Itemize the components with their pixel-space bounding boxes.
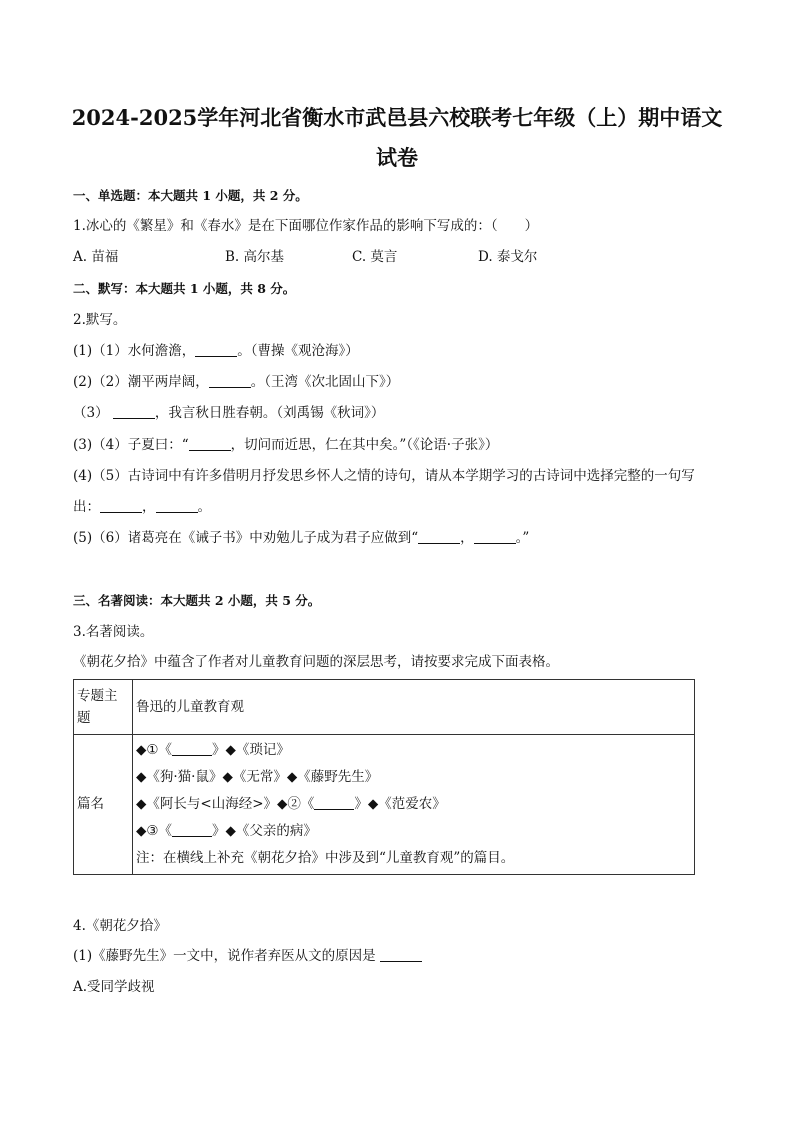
- recite-item-6-sep: ，: [460, 530, 474, 546]
- question-3: 3.名著阅读。: [73, 624, 154, 640]
- recite-item-6-end: 。”: [515, 530, 530, 546]
- recite-item-2-suffix: 。（王湾《次北固山下》）: [250, 374, 400, 390]
- exam-title-line2: 试卷: [376, 145, 418, 170]
- recite-item-1-prefix: (1)（1）水何澹澹，: [73, 343, 196, 359]
- recite-item-5-line1: (4)（5）古诗词中有许多借明月抒发思乡怀人之情的诗句，请从本学期学习的古诗词中选择完整的一句写: [73, 468, 695, 484]
- title-line-2: ◆《狗·猫·鼠》◆《无常》◆《藤野先生》: [136, 769, 379, 785]
- title-line-1: ◆①《 》◆《琐记》: [136, 742, 290, 758]
- answer-blank[interactable]: [172, 822, 212, 837]
- table-row: [74, 735, 695, 875]
- recite-item-2-prefix: (2)（2）潮平两岸阔，: [73, 374, 209, 390]
- answer-blank[interactable]: [189, 436, 231, 451]
- recite-item-6: [73, 529, 529, 547]
- table-cell-titles: [133, 735, 695, 875]
- title-line-4: ◆③《 》◆《父亲的病》: [136, 823, 317, 839]
- table-note: 注：在横线上补充《朝花夕拾》中涉及到“儿童教育观”的篇目。: [136, 850, 515, 866]
- question-4-1-text: (1)《藤野先生》一文中，说作者弃医从文的原因是: [73, 948, 376, 964]
- answer-blank[interactable]: [209, 373, 251, 388]
- table-cell-label: 专题主 题: [74, 680, 133, 735]
- recite-item-4: [73, 436, 498, 454]
- recite-item-5-sep: ，: [142, 499, 156, 515]
- answer-blank[interactable]: [195, 342, 237, 357]
- q1-option-d: D. 泰戈尔: [478, 249, 538, 265]
- recite-item-4-prefix: (3)（4）子夏曰：“: [73, 437, 189, 453]
- recite-item-5-line2: [73, 498, 211, 516]
- table-cell-label: 篇名: [74, 735, 133, 875]
- recite-item-1-suffix: 。（曹操《观沧海》）: [237, 343, 359, 359]
- title-line-3: ◆《阿长与<山海经>》◆②《 》◆《范爱农》: [136, 796, 446, 812]
- exam-title-line1: 2024-2025学年河北省衡水市武邑县六校联考七年级（上）期中语文: [71, 105, 723, 130]
- answer-blank[interactable]: [314, 795, 354, 810]
- q1-option-c: C. 莫言: [352, 249, 398, 265]
- question-4-option-a: A.受同学歧视: [73, 979, 155, 995]
- section3-heading: 三、名著阅读：本大题共 2 小题，共 5 分。: [73, 593, 321, 608]
- recite-item-5-prefix: 出：: [73, 499, 100, 515]
- table-cell-value: 鲁迅的儿童教育观: [133, 680, 695, 735]
- recite-item-4-suffix: ，切问而近思，仁在其中矣。”（《论语·子张》）: [230, 437, 499, 453]
- section1-heading: 一、单选题：本大题共 1 小题，共 2 分。: [73, 188, 308, 203]
- recite-item-3-suffix: ，我言秋日胜春朝。（刘禹锡《秋词》）: [154, 405, 385, 421]
- question-4: 4.《朝花夕拾》: [73, 918, 167, 934]
- section2-heading: 二、默写：本大题共 1 小题，共 8 分。: [73, 281, 296, 296]
- reading-table: [73, 679, 695, 875]
- answer-blank[interactable]: [100, 498, 142, 513]
- recite-item-6-prefix: (5)（6）诸葛亮在《诫子书》中劝勉儿子成为君子应做到“: [73, 530, 419, 546]
- recite-item-3-prefix: （3）: [73, 405, 109, 421]
- recite-item-3: [73, 404, 384, 422]
- table-row: [74, 680, 695, 735]
- answer-blank[interactable]: [418, 529, 460, 544]
- question-3-intro: 《朝花夕拾》中蕴含了作者对儿童教育问题的深层思考，请按要求完成下面表格。: [73, 654, 559, 670]
- recite-item-2: [73, 373, 399, 391]
- recite-item-1: [73, 342, 359, 360]
- question-2: 2.默写。: [73, 312, 127, 328]
- question-1: 1.冰心的《繁星》和《春水》是在下面哪位作家作品的影响下写成的：（ ）: [73, 218, 539, 234]
- answer-blank[interactable]: [474, 529, 516, 544]
- q1-option-b: B. 高尔基: [225, 249, 285, 265]
- q1-option-a: A. 苗福: [73, 249, 119, 265]
- answer-blank[interactable]: [113, 404, 155, 419]
- answer-blank[interactable]: [156, 498, 198, 513]
- recite-item-5-end: 。: [197, 499, 211, 515]
- question-4-1: [73, 947, 422, 965]
- answer-blank[interactable]: [380, 947, 422, 962]
- answer-blank[interactable]: [172, 741, 212, 756]
